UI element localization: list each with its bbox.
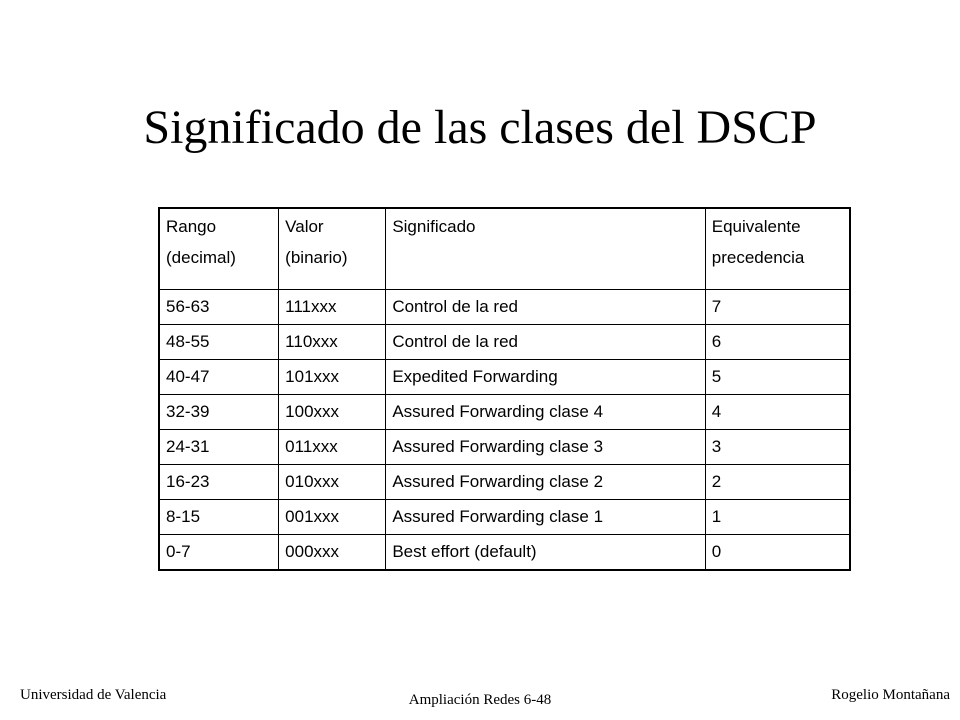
header-equivalente-line-2: precedencia bbox=[711, 248, 805, 267]
cell-rango: 0-7 bbox=[159, 535, 279, 571]
header-rango-line-2: (decimal) bbox=[166, 248, 236, 267]
cell-rango: 8-15 bbox=[159, 500, 279, 535]
cell-equivalente: 0 bbox=[705, 535, 850, 571]
dscp-classes-table bbox=[158, 207, 851, 571]
footer-university: Universidad de Valencia bbox=[20, 687, 167, 703]
table-row bbox=[159, 535, 850, 571]
cell-significado: Control de la red bbox=[386, 325, 705, 360]
cell-rango: 56-63 bbox=[159, 290, 279, 325]
cell-equivalente: 3 bbox=[705, 430, 850, 465]
header-equivalente-line-1: Equivalente bbox=[711, 217, 801, 236]
cell-rango: 40-47 bbox=[159, 360, 279, 395]
cell-rango: 24-31 bbox=[159, 430, 279, 465]
cell-significado: Assured Forwarding clase 3 bbox=[386, 430, 705, 465]
table-row bbox=[159, 290, 850, 325]
cell-valor: 110xxx bbox=[279, 325, 386, 360]
table-row bbox=[159, 500, 850, 535]
header-valor-line-1: Valor bbox=[285, 217, 324, 236]
cell-valor: 000xxx bbox=[279, 535, 386, 571]
header-significado-line-1: Significado bbox=[392, 217, 476, 236]
cell-equivalente: 4 bbox=[705, 395, 850, 430]
footer-course-page: Ampliación Redes 6-48 bbox=[408, 692, 552, 708]
cell-significado: Expedited Forwarding bbox=[386, 360, 705, 395]
cell-equivalente: 7 bbox=[705, 290, 850, 325]
header-rango-line-1: Rango bbox=[166, 217, 217, 236]
cell-equivalente: 2 bbox=[705, 465, 850, 500]
header-equivalente bbox=[705, 208, 850, 290]
cell-valor: 100xxx bbox=[279, 395, 386, 430]
table-row bbox=[159, 465, 850, 500]
cell-valor: 111xxx bbox=[279, 290, 386, 325]
table-row bbox=[159, 325, 850, 360]
cell-rango: 32-39 bbox=[159, 395, 279, 430]
cell-significado: Control de la red bbox=[386, 290, 705, 325]
cell-equivalente: 1 bbox=[705, 500, 850, 535]
header-valor-line-2: (binario) bbox=[285, 248, 348, 267]
cell-significado: Best effort (default) bbox=[386, 535, 705, 571]
cell-valor: 101xxx bbox=[279, 360, 386, 395]
header-rango bbox=[159, 208, 279, 290]
cell-valor: 010xxx bbox=[279, 465, 386, 500]
header-significado bbox=[386, 208, 705, 290]
table-row bbox=[159, 430, 850, 465]
table-row bbox=[159, 395, 850, 430]
table-row bbox=[159, 360, 850, 395]
cell-significado: Assured Forwarding clase 1 bbox=[386, 500, 705, 535]
cell-significado: Assured Forwarding clase 4 bbox=[386, 395, 705, 430]
cell-equivalente: 5 bbox=[705, 360, 850, 395]
cell-significado: Assured Forwarding clase 2 bbox=[386, 465, 705, 500]
footer-author: Rogelio Montañana bbox=[831, 687, 950, 703]
table-header-row bbox=[159, 208, 850, 290]
cell-valor: 001xxx bbox=[279, 500, 386, 535]
header-valor bbox=[279, 208, 386, 290]
slide-title: Significado de las clases del DSCP bbox=[143, 101, 817, 154]
cell-rango: 16-23 bbox=[159, 465, 279, 500]
cell-valor: 011xxx bbox=[279, 430, 386, 465]
cell-equivalente: 6 bbox=[705, 325, 850, 360]
cell-rango: 48-55 bbox=[159, 325, 279, 360]
